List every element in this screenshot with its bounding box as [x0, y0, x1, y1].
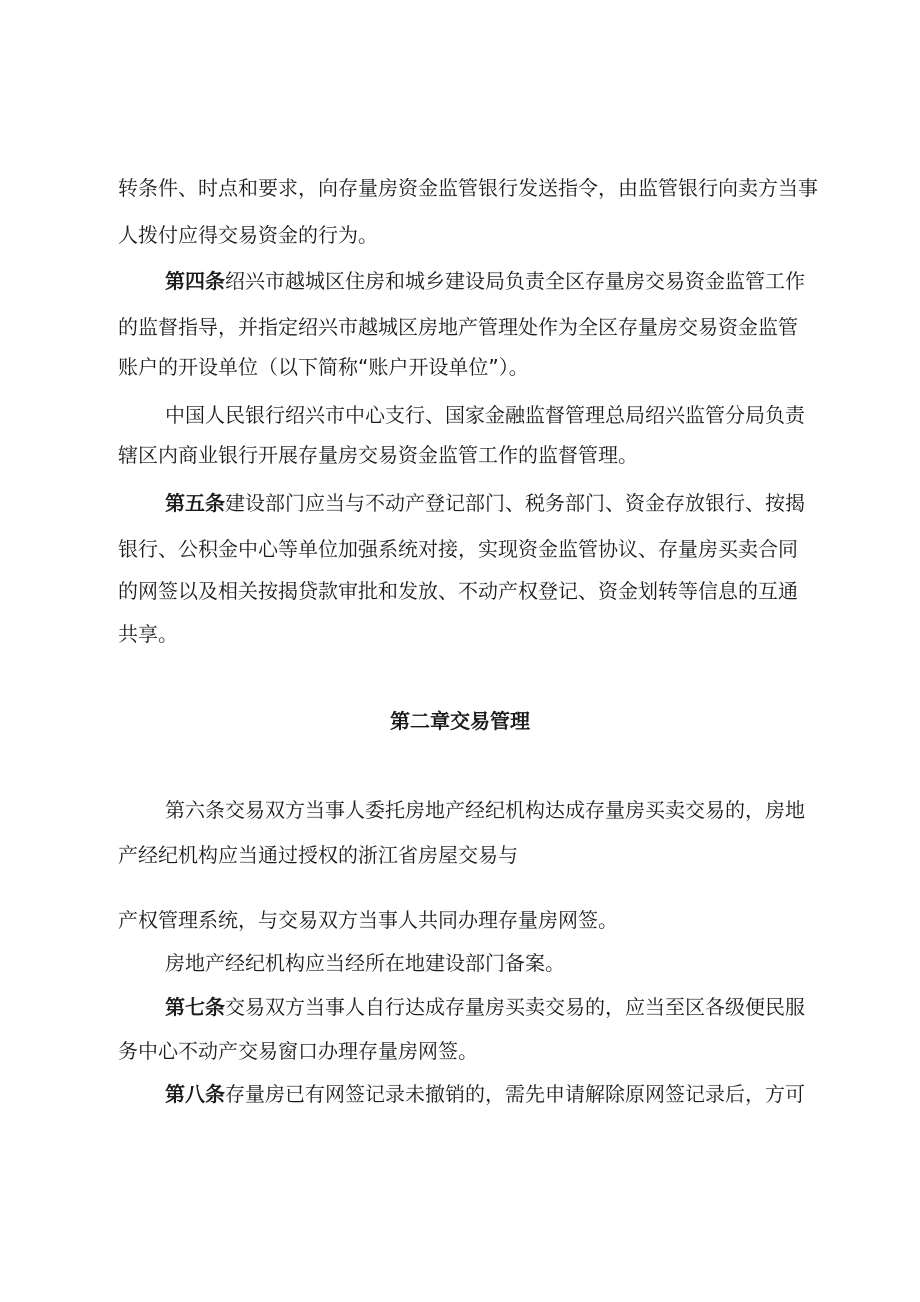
article-8-paragraph: [165, 1080, 805, 1108]
text-line: 中国人民银行绍兴市中心支行、国家金融监督管理总局绍兴监管分局负责: [165, 403, 805, 427]
text-line: 房地产经纪机构应当经所在地建设部门备案。: [165, 951, 565, 975]
text-line: 第六条交易双方当事人委托房地产经纪机构达成存量房买卖交易的，房地: [165, 798, 805, 822]
text-line: 产权管理系统，与交易双方当事人共同办理存量房网签。: [118, 908, 618, 932]
text-line: 存量房已有网签记录未撤销的，需先申请解除原网签记录后，方可: [225, 1082, 805, 1106]
text-line: 转条件、时点和要求，向存量房资金监管银行发送指令，由监管银行向卖方当事: [118, 176, 818, 200]
text-line: 账户的开设单位（以下简称“账户开设单位”）。: [118, 355, 529, 379]
text-line: 的监督指导，并指定绍兴市越城区房地产管理处作为全区存量房交易资金监管: [118, 315, 798, 339]
article-label: 第八条: [165, 1082, 225, 1106]
text-line: 人拨付应得交易资金的行为。: [118, 223, 378, 247]
text-line: 绍兴市越城区住房和城乡建设局负责全区存量房交易资金监管工作: [225, 269, 805, 293]
text-line: 务中心不动产交易窗口办理存量房网签。: [118, 1039, 478, 1063]
text-line: 辖区内商业银行开展存量房交易资金监管工作的监督管理。: [118, 443, 638, 467]
article-label: 第五条: [165, 491, 225, 515]
chapter-heading: 第二章交易管理: [390, 709, 530, 733]
text-line: 交易双方当事人自行达成存量房买卖交易的，应当至区各级便民服: [225, 995, 805, 1019]
text-line: 共享。: [118, 622, 178, 646]
text-line: 建设部门应当与不动产登记部门、税务部门、资金存放银行、按揭: [225, 491, 805, 515]
article-7-paragraph: [165, 993, 805, 1021]
text-line: 产经纪机构应当通过授权的浙江省房屋交易与: [118, 843, 518, 867]
article-label: 第四条: [165, 269, 225, 293]
article-4-paragraph: [165, 267, 805, 295]
article-label: 第七条: [165, 995, 225, 1019]
text-line: 银行、公积金中心等单位加强系统对接，实现资金监管协议、存量房买卖合同: [118, 537, 798, 561]
text-line: 的网签以及相关按揭贷款审批和发放、不动产权登记、资金划转等信息的互通: [118, 579, 798, 603]
article-5-paragraph: [165, 489, 805, 517]
